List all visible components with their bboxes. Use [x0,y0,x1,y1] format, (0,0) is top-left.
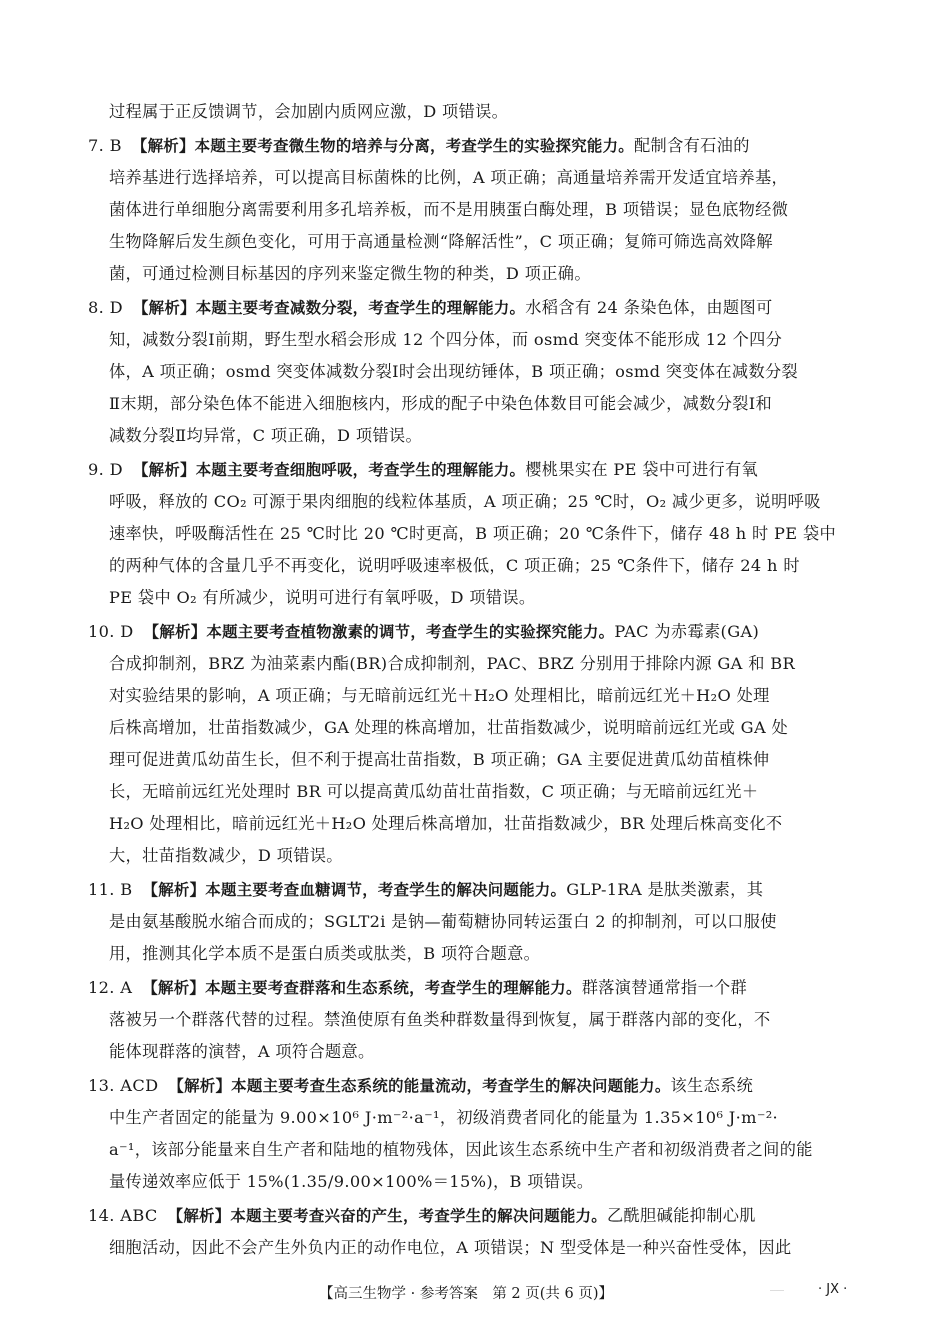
text-line [109,100,861,124]
line-text: a⁻¹，该部分能量来自生产者和陆地的植物残体，因此该生态系统中生产者和初级消费者之间的能 [109,1140,813,1159]
text-line [109,262,861,286]
question-answer: 7. B [88,136,122,155]
analysis-heading: 【解析】本题主要考查群落和生态系统，考查学生的理解能力。 [142,979,582,997]
question-line [88,976,861,1000]
analysis-heading: 【解析】本题主要考查生态系统的能量流动，考查学生的解决问题能力。 [168,1077,671,1095]
text-line [109,230,861,254]
analysis-heading: 【解析】本题主要考查血糖调节，考查学生的解决问题能力。 [142,881,567,899]
line-text: 速率快，呼吸酶活性在 25 ℃时比 20 ℃时更高，B 项正确；20 ℃条件下，储存 48 h 时 PE 袋中 [109,524,837,543]
line-text: PAC 为赤霉素(GA) [614,622,760,641]
line-text: 落被另一个群落代替的过程。禁渔使原有鱼类种群数量得到恢复，属于群落内部的变化，不 [109,1010,771,1029]
line-text: H₂O 处理相比，暗前远红光＋H₂O 处理后株高增加，壮苗指数减少，BR 处理后株高变化不 [109,814,783,833]
footer-code: · JX · [818,1282,848,1297]
text-line [109,490,861,514]
text-line [109,424,861,448]
analysis-heading: 【解析】本题主要考查植物激素的调节，考查学生的实验探究能力。 [143,623,615,641]
line-text: 中生产者固定的能量为 9.00×10⁶ J·m⁻²·a⁻¹，初级消费者同化的能量为 1.35×10⁶ J·m⁻²· [109,1108,779,1127]
line-text: 细胞活动，因此不会产生外负内正的动作电位，A 项错误；N 型受体是一种兴奋性受体，因此 [109,1238,792,1257]
question-line [88,1204,861,1228]
line-text: 减数分裂Ⅱ均异常，C 项正确，D 项错误。 [109,426,423,445]
line-text: 乙酰胆碱能抑制心肌 [606,1206,756,1225]
text-line [109,198,861,222]
line-text: GLP-1RA 是肽类激素，其 [566,880,764,899]
question-line [88,1074,861,1098]
text-line [109,1236,861,1260]
text-line [109,748,861,772]
text-line [109,328,861,352]
faint-mark [770,1290,784,1291]
line-text: 呼吸，释放的 CO₂ 可源于果肉细胞的线粒体基质，A 项正确；25 ℃时，O₂ 减少更多，说明呼吸 [109,492,821,511]
question-answer: 11. B [88,880,133,899]
line-text: 配制含有石油的 [634,136,750,155]
line-text: 的两种气体的含量几乎不再变化，说明呼吸速率极低，C 项正确；25 ℃条件下，储存 24 h 时 [109,556,800,575]
page-footer [0,1282,950,1302]
analysis-heading: 【解析】本题主要考查微生物的培养与分离，考查学生的实验探究能力。 [131,137,634,155]
question-line [88,296,861,320]
line-text: 对实验结果的影响，A 项正确；与无暗前远红光＋H₂O 处理相比，暗前远红光＋H₂O 处理 [109,686,770,705]
question-answer: 9. D [88,460,123,479]
text-line [109,1138,861,1162]
text-line [109,716,861,740]
line-text: PE 袋中 O₂ 有所减少，说明可进行有氧呼吸，D 项错误。 [109,588,536,607]
text-line [109,1040,861,1064]
line-text: 过程属于正反馈调节，会加剧内质网应激，D 项错误。 [109,102,509,121]
text-line [109,1170,861,1194]
question-answer: 14. ABC [88,1206,158,1225]
line-text: 后株高增加，壮苗指数减少，GA 处理的株高增加，壮苗指数减少，说明暗前远红光或 GA 处 [109,718,789,737]
text-line [109,392,861,416]
text-line [109,166,861,190]
line-text: 菌体进行单细胞分离需要利用多孔培养板，而不是用胰蛋白酶处理，B 项错误；显色底物经微 [109,200,789,219]
text-line [109,554,861,578]
question-answer: 12. A [88,978,133,997]
text-line [109,780,861,804]
line-text: 樱桃果实在 PE 袋中可进行有氧 [525,460,759,479]
line-text: 体，A 项正确；osmd 突变体减数分裂Ⅰ时会出现纺锤体，B 项正确；osmd 突变体在减数分裂 [109,362,799,381]
line-text: 理可促进黄瓜幼苗生长，但不利于提高壮苗指数，B 项正确；GA 主要促进黄瓜幼苗植株伸 [109,750,770,769]
text-line [109,812,861,836]
text-line [109,1008,861,1032]
text-line [109,586,861,610]
text-line [109,652,861,676]
line-text: Ⅱ末期，部分染色体不能进入细胞核内，形成的配子中染色体数目可能会减少，减数分裂Ⅰ和 [109,394,773,413]
text-line [109,522,861,546]
text-line [109,844,861,868]
text-line [109,942,861,966]
line-text: 培养基进行选择培养，可以提高目标菌株的比例，A 项正确；高通量培养需开发适宜培养基， [109,168,789,187]
question-answer: 13. ACD [88,1076,159,1095]
question-line [88,620,861,644]
line-text: 用，推测其化学本质不是蛋白质类或肽类，B 项符合题意。 [109,944,541,963]
text-line [109,1106,861,1130]
analysis-heading: 【解析】本题主要考查细胞呼吸，考查学生的理解能力。 [132,461,526,479]
text-line [109,684,861,708]
line-text: 是由氨基酸脱水缩合而成的；SGLT2i 是钠—葡萄糖协同转运蛋白 2 的抑制剂，可以口服使 [109,912,777,931]
analysis-heading: 【解析】本题主要考查兴奋的产生，考查学生的解决问题能力。 [167,1207,607,1225]
footer-page-info: 【高三生物学 · 参考答案 第 2 页(共 6 页)】 [319,1286,614,1302]
question-line [88,134,861,158]
question-answer: 10. D [88,622,134,641]
line-text: 长，无暗前远红光处理时 BR 可以提高黄瓜幼苗壮苗指数，C 项正确；与无暗前远红光＋ [109,782,759,801]
line-text: 合成抑制剂，BRZ 为油菜素内酯(BR)合成抑制剂，PAC、BRZ 分别用于排除内源 GA 和 BR [109,654,796,673]
line-text: 大，壮苗指数减少，D 项错误。 [109,846,343,865]
line-text: 能体现群落的演替，A 项符合题意。 [109,1042,375,1061]
question-answer: 8. D [88,298,123,317]
text-line [109,910,861,934]
line-text: 水稻含有 24 条染色体，由题图可 [525,298,773,317]
line-text: 菌，可通过检测目标基因的序列来鉴定微生物的种类，D 项正确。 [109,264,591,283]
analysis-heading: 【解析】本题主要考查减数分裂，考查学生的理解能力。 [132,299,526,317]
line-text: 知，减数分裂Ⅰ前期，野生型水稻会形成 12 个四分体，而 osmd 突变体不能形成 12 个四分 [109,330,783,349]
line-text: 生物降解后发生颜色变化，可用于高通量检测“降解活性”，C 项正确；复筛可筛选高效降解 [109,232,773,251]
question-line [88,458,861,482]
question-line [88,878,861,902]
line-text: 量传递效率应低于 15%(1.35/9.00×100%＝15%)，B 项错误。 [109,1172,594,1191]
line-text: 该生态系统 [670,1076,754,1095]
text-line [109,360,861,384]
line-text: 群落演替通常指一个群 [581,978,748,997]
